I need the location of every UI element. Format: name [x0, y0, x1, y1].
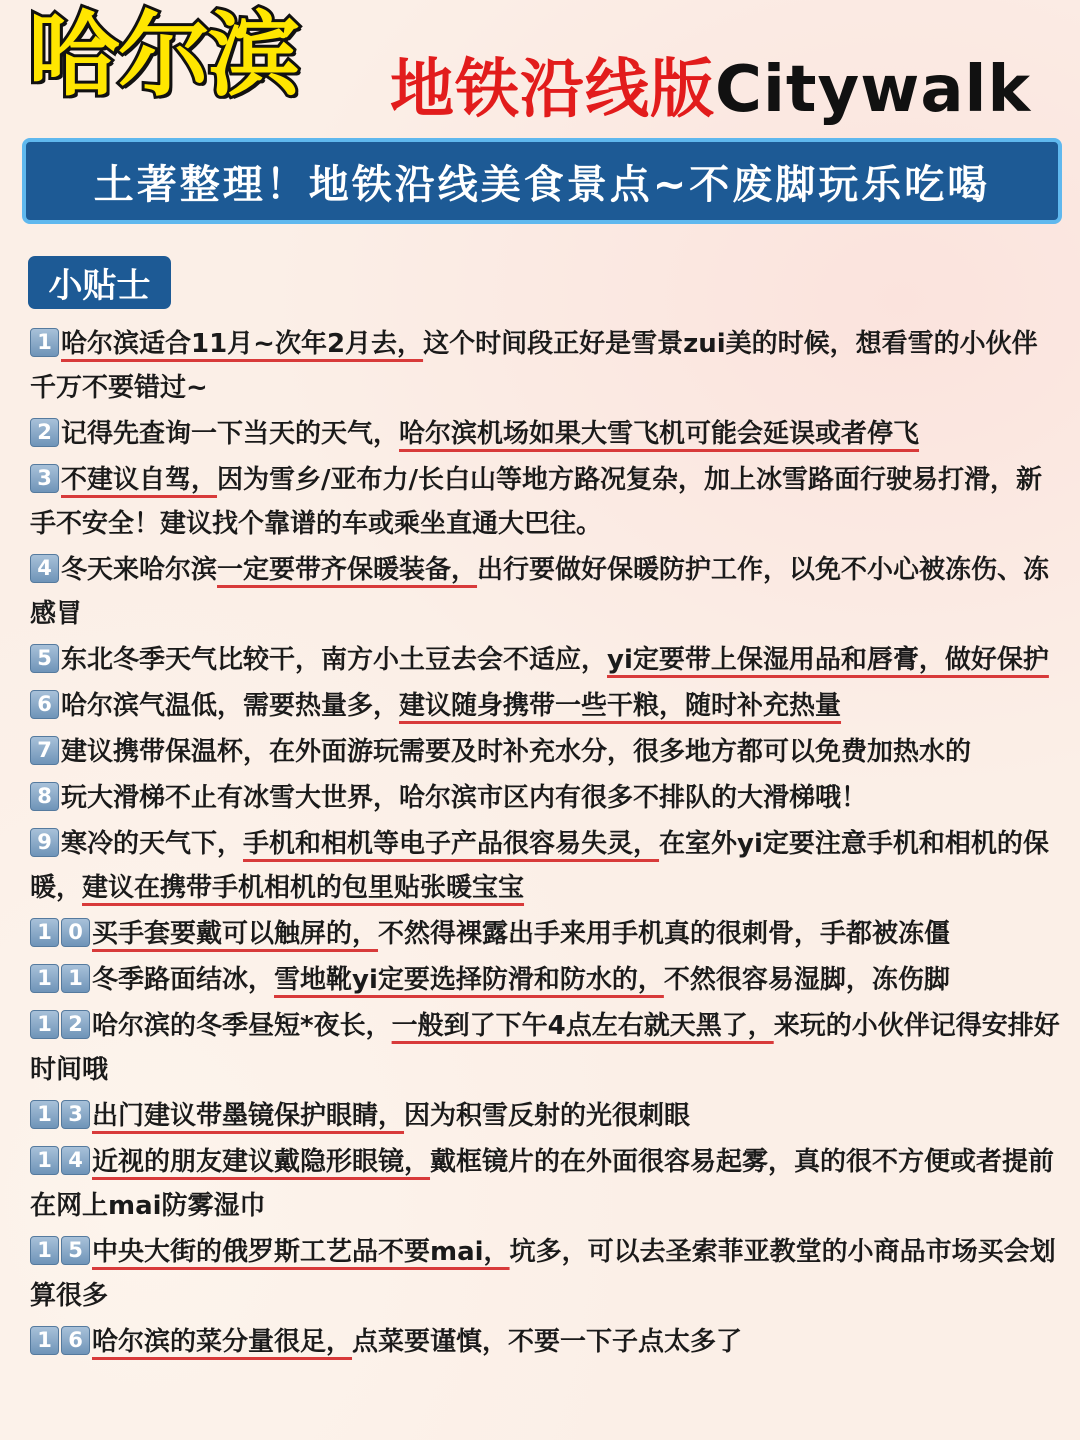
- number-keycap-icon: [30, 1100, 90, 1129]
- number-keycap-icon: [30, 418, 59, 447]
- title-sub: [390, 53, 1032, 127]
- number-keycap-icon: [30, 1010, 90, 1039]
- tip-text: 因为雪乡/亚布力/长白山等地方路况复杂，加上冰雪路面行驶易打滑，新手不安全！建议找个靠谱的车或乘坐直通大巴往。: [30, 465, 1043, 539]
- keycap-digit: 4: [30, 554, 59, 583]
- keycap-digit: 1: [30, 1236, 59, 1265]
- keycap-digit: 8: [30, 782, 59, 811]
- tip-text: 因为积雪反射的光很刺眼: [404, 1101, 691, 1131]
- keycap-digit: 0: [61, 918, 90, 947]
- keycap-digit: 1: [30, 918, 59, 947]
- keycap-digit: 1: [61, 964, 90, 993]
- number-keycap-icon: [30, 1236, 90, 1265]
- number-keycap-icon: [30, 736, 59, 765]
- tip-text-highlight: 一定要带齐保暖装备，: [217, 555, 478, 585]
- tip-text: 坑多，可以去圣索菲亚教堂的小商品市场买会划算很多: [30, 1237, 1056, 1311]
- tip-text: 来玩的小伙伴记得安排好时间哦: [30, 1011, 1060, 1085]
- tip-item: [30, 412, 1060, 456]
- number-keycap-icon: [30, 328, 59, 357]
- number-keycap-icon: [30, 1146, 90, 1175]
- tip-item: [30, 1094, 1060, 1138]
- tip-text: 这个时间段正好是雪景zui美的时候，想看雪的小伙伴千万不要错过~: [30, 329, 1038, 403]
- keycap-digit: 1: [30, 964, 59, 993]
- number-keycap-icon: [30, 1326, 90, 1355]
- keycap-digit: 7: [30, 736, 59, 765]
- tip-text: 哈尔滨的冬季昼短*夜长，: [92, 1011, 392, 1041]
- tip-item: [30, 730, 1060, 774]
- keycap-digit: 6: [61, 1326, 90, 1355]
- page-header: [0, 0, 1080, 135]
- tip-text-highlight: 哈尔滨适合11月~次年2月去，: [61, 329, 424, 359]
- tips-list: [30, 322, 1060, 1366]
- tip-item: [30, 958, 1060, 1002]
- tip-item: [30, 1320, 1060, 1364]
- tip-item: [30, 638, 1060, 682]
- tip-item: [30, 1230, 1060, 1318]
- tips-label: 小贴士: [28, 256, 171, 309]
- tip-text: 建议携带保温杯，在外面游玩需要及时补充水分，很多地方都可以免费加热水的: [61, 737, 972, 767]
- keycap-digit: 2: [30, 418, 59, 447]
- tip-text: 东北冬季天气比较干，南方小土豆去会不适应，: [61, 645, 608, 675]
- tip-text-highlight: 一般到了下午4点左右就天黑了，: [391, 1011, 774, 1041]
- keycap-digit: 1: [30, 1146, 59, 1175]
- tip-item: [30, 1140, 1060, 1228]
- tip-item: [30, 684, 1060, 728]
- number-keycap-icon: [30, 690, 59, 719]
- tip-text-highlight: 哈尔滨机场如果大雪飞机可能会延误或者停飞: [399, 419, 920, 449]
- tip-text-highlight: 手机和相机等电子产品很容易失灵，: [243, 829, 660, 859]
- title-main: 哈尔滨: [28, 2, 299, 109]
- number-keycap-icon: [30, 554, 59, 583]
- keycap-digit: 3: [30, 464, 59, 493]
- tip-text: 不然很容易湿脚，冻伤脚: [663, 965, 950, 995]
- number-keycap-icon: [30, 964, 90, 993]
- number-keycap-icon: [30, 828, 59, 857]
- keycap-digit: 9: [30, 828, 59, 857]
- number-keycap-icon: [30, 464, 59, 493]
- tip-text-highlight: 近视的朋友建议戴隐形眼镜，: [92, 1147, 431, 1177]
- tip-text: 冬季路面结冰，: [92, 965, 275, 995]
- tip-item: [30, 912, 1060, 956]
- tip-text-highlight: 不建议自驾，: [61, 465, 218, 495]
- tip-text-highlight: 买手套要戴可以触屏的，: [92, 919, 379, 949]
- tip-text: 在室外yi定要注意手机和相机的保暖，: [30, 829, 1049, 903]
- number-keycap-icon: [30, 782, 59, 811]
- tip-text-highlight: 雪地靴yi定要选择防滑和防水的，: [274, 965, 664, 995]
- tip-text-highlight: 建议在携带手机相机的包里贴张暖宝宝: [82, 873, 525, 903]
- tip-text: 哈尔滨气温低，需要热量多，: [61, 691, 400, 721]
- number-keycap-icon: [30, 918, 90, 947]
- keycap-digit: 1: [30, 1010, 59, 1039]
- keycap-digit: 6: [30, 690, 59, 719]
- tip-text-highlight: 哈尔滨的菜分量很足，: [92, 1327, 353, 1357]
- number-keycap-icon: [30, 644, 59, 673]
- tip-item: [30, 458, 1060, 546]
- keycap-digit: 1: [30, 328, 59, 357]
- keycap-digit: 1: [30, 1326, 59, 1355]
- tip-item: [30, 822, 1060, 910]
- tip-text: 出行要做好保暖防护工作，以免不小心被冻伤、冻感冒: [30, 555, 1050, 629]
- tip-item: [30, 322, 1060, 410]
- tip-item: [30, 548, 1060, 636]
- keycap-digit: 5: [61, 1236, 90, 1265]
- keycap-digit: 4: [61, 1146, 90, 1175]
- tip-text: 不然得裸露出手来用手机真的很刺骨，手都被冻僵: [378, 919, 951, 949]
- tip-text: 冬天来哈尔滨: [61, 555, 218, 585]
- tip-text-highlight: 中央大街的俄罗斯工艺品不要mai，: [92, 1237, 510, 1267]
- title-sub-cn: 地铁沿线版: [390, 53, 715, 127]
- title-sub-en: Citywalk: [715, 53, 1032, 127]
- keycap-digit: 5: [30, 644, 59, 673]
- keycap-digit: 1: [30, 1100, 59, 1129]
- tip-text: 寒冷的天气下，: [61, 829, 244, 859]
- tip-text-highlight: yi定要带上保湿用品和唇膏，做好保护: [607, 645, 1049, 675]
- tip-text: 戴框镜片的在外面很容易起雾，真的很不方便或者提前在网上mai防雾湿巾: [30, 1147, 1055, 1221]
- tip-text-highlight: 出门建议带墨镜保护眼睛，: [92, 1101, 405, 1131]
- tip-item: [30, 1004, 1060, 1092]
- tip-text: 点菜要谨慎，不要一下子点太多了: [352, 1327, 743, 1357]
- subtitle-banner: 土著整理！地铁沿线美食景点~不废脚玩乐吃喝: [22, 138, 1062, 224]
- tip-text-highlight: 建议随身携带一些干粮，随时补充热量: [399, 691, 842, 721]
- keycap-digit: 3: [61, 1100, 90, 1129]
- tip-item: [30, 776, 1060, 820]
- keycap-digit: 2: [61, 1010, 90, 1039]
- tip-text: 玩大滑梯不止有冰雪大世界，哈尔滨市区内有很多不排队的大滑梯哦！: [61, 783, 868, 813]
- tip-text: 记得先查询一下当天的天气，: [61, 419, 400, 449]
